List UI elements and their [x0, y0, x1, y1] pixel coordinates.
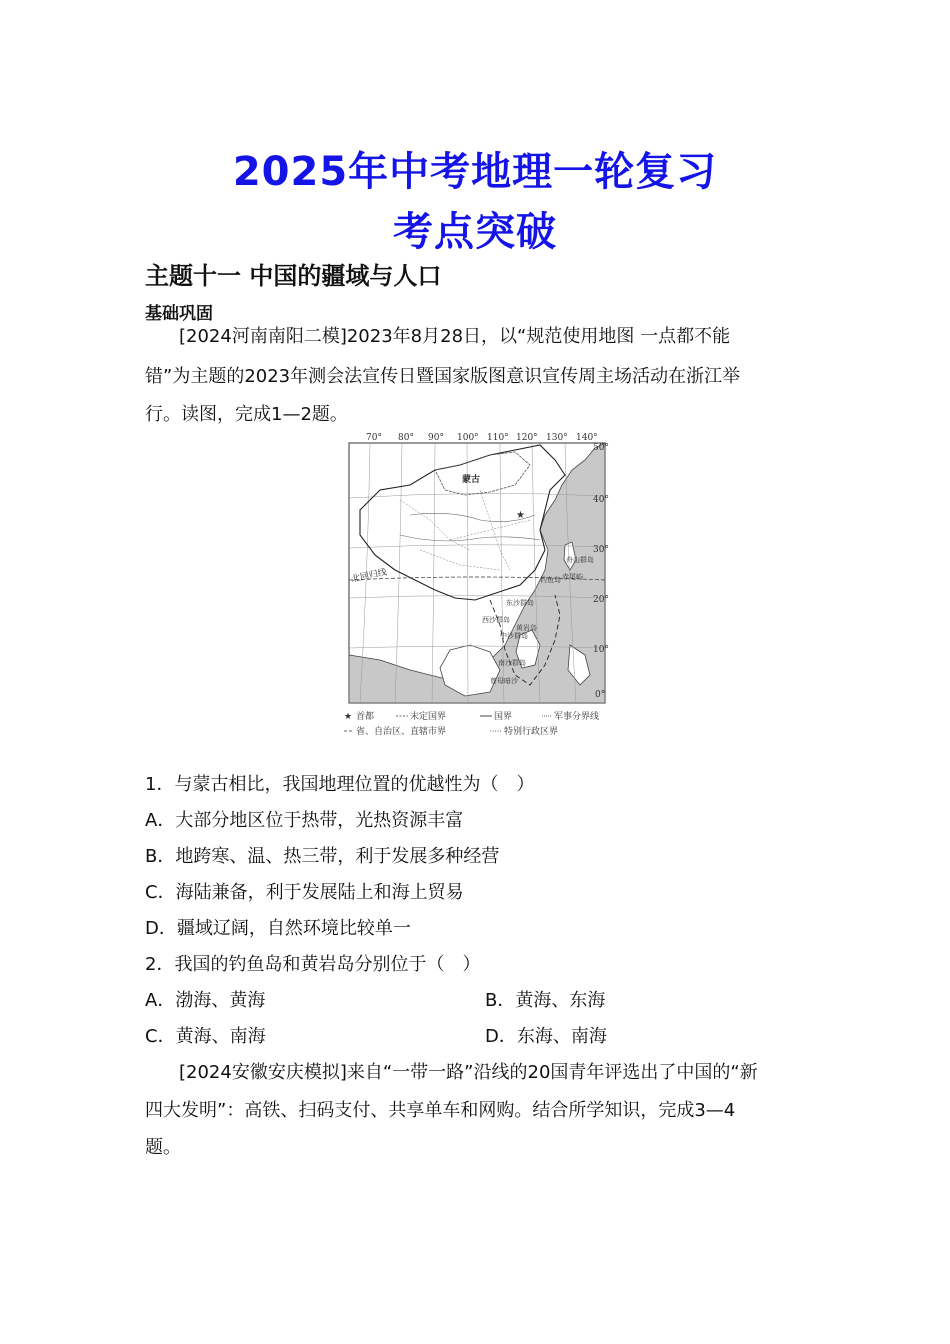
question-1-stem: 1．与蒙古相比，我国地理位置的优越性为（ ） [145, 774, 535, 795]
map-label-chiwei: 赤尾屿 [562, 573, 583, 581]
legend-provincial: 省、自治区、直辖市界 [356, 727, 447, 737]
map-tick-30n: 30° [593, 545, 609, 555]
svg-text:★: ★ [344, 712, 353, 722]
intro1-line1: [2024河南南阳二模]2023年8月28日，以“规范使用地图 一点都不能 [179, 326, 731, 347]
map-label-huangyan: 黄岩岛 [516, 624, 537, 632]
map-label-xisha: 西沙群岛 [482, 616, 510, 624]
intro1-line2: 错”为主题的2023年测会法宣传日暨国家版图意识宣传周主场活动在浙江举 [145, 366, 741, 387]
svg-text:★: ★ [516, 510, 525, 521]
map-label-zhongsha: 中沙群岛 [500, 632, 528, 640]
map-tick-80: 80° [398, 433, 414, 443]
map-tick-20n: 20° [593, 595, 609, 605]
question-2-option-a: A．渤海、黄海 [145, 990, 266, 1011]
question-2-stem: 2．我国的钓鱼岛和黄岩岛分别位于（ ） [145, 954, 481, 975]
question-2-option-c: C．黄海、南海 [145, 1026, 266, 1047]
question-1-option-c: C．海陆兼备，利于发展陆上和海上贸易 [145, 882, 464, 903]
map-tick-0: 0° [595, 690, 606, 700]
legend-national: 国界 [494, 712, 513, 722]
map-tick-10n: 10° [593, 645, 609, 655]
map-tick-100: 100° [457, 433, 479, 443]
map-label-zengmu: 曾母暗沙 [490, 677, 518, 685]
intro2-line1: [2024安徽安庆模拟]来自“一带一路”沿线的20国青年评选出了中国的“新 [179, 1062, 758, 1083]
map-tick-130: 130° [546, 433, 568, 443]
map-tick-40n: 40° [593, 495, 609, 505]
legend-capital: 首都 [356, 712, 375, 722]
china-territory-map [340, 430, 612, 740]
map-tick-140: 140° [576, 433, 598, 443]
intro1-line3: 行。读图，完成1—2题。 [145, 404, 348, 425]
topic-heading: 主题十一 中国的疆域与人口 [145, 262, 442, 290]
map-label-mongolia: 蒙古 [462, 475, 481, 485]
map-label-zhoushan: 舟山群岛 [566, 556, 594, 564]
question-2-option-b: B．黄海、东海 [485, 990, 606, 1011]
map-tick-90: 90° [428, 433, 444, 443]
legend-sar: 特别行政区界 [504, 727, 559, 737]
question-2-option-d: D．东海、南海 [485, 1026, 607, 1047]
doc-title: 2025年中考地理一轮复习 [232, 149, 718, 195]
map-label-tropic: 北回归线 [350, 567, 388, 585]
map-label-diaoyu: 钓鱼岛 [540, 576, 561, 584]
legend-military: 军事分界线 [554, 712, 600, 722]
section-heading: 基础巩固 [145, 304, 213, 324]
map-label-nansha: 南沙群岛 [498, 659, 526, 667]
map-tick-50n: 50° [593, 443, 609, 453]
intro2-line2: 四大发明”：高铁、扫码支付、共享单车和网购。结合所学知识，完成3—4 [145, 1100, 736, 1121]
legend-undetermined: 未定国界 [410, 712, 447, 722]
doc-subtitle: 考点突破 [393, 209, 557, 255]
map-tick-70: 70° [366, 433, 382, 443]
map-tick-110: 110° [487, 433, 509, 443]
map-label-dongsha: 东沙群岛 [506, 599, 534, 607]
intro2-line3: 题。 [145, 1137, 181, 1158]
question-1-option-a: A．大部分地区位于热带，光热资源丰富 [145, 810, 464, 831]
question-1-option-d: D．疆域辽阔，自然环境比较单一 [145, 918, 411, 939]
question-1-option-b: B．地跨寒、温、热三带，利于发展多种经营 [145, 846, 500, 867]
map-tick-120: 120° [516, 433, 538, 443]
